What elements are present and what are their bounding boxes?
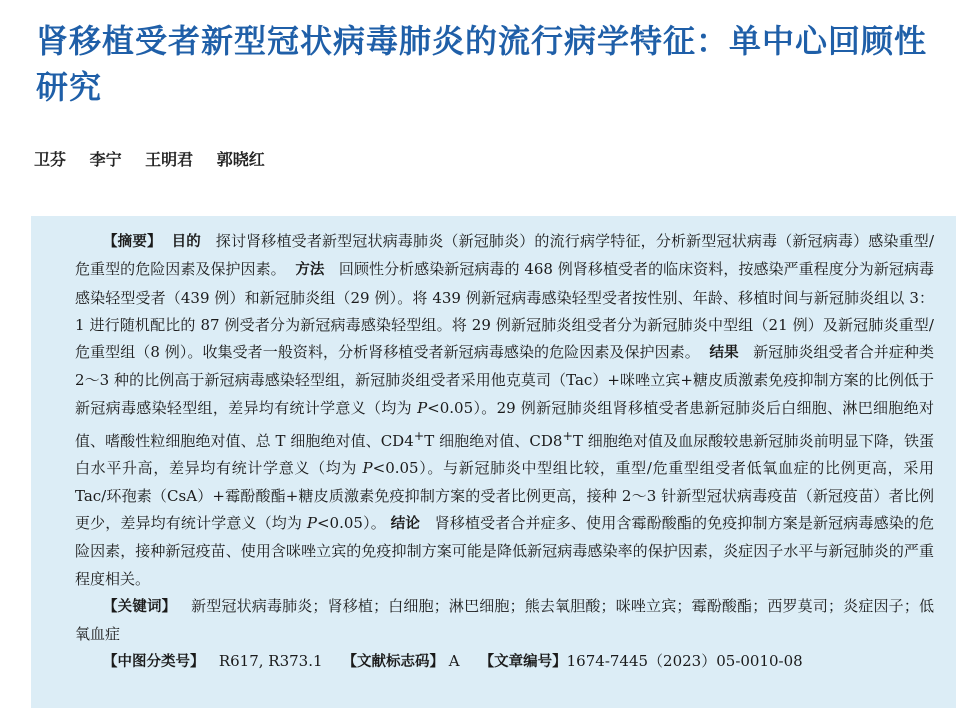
superscript-plus: +: [562, 428, 573, 444]
abstract-paragraph: [75, 228, 934, 593]
results-text-5: ）。与新冠肺炎中型组比较，重型/危重型组受者低氧血症的比例更高，采用 Tac/环孢素（CsA）+霉酚酸酯+糖皮质激素免疫抑制方案的受者比例更高，接种 2～3 针新型冠状病毒疫苗（新冠疫苗）者比例更少，差异均有统计学意义（均为: [75, 459, 934, 532]
methods-label: 方法: [295, 262, 325, 279]
classification-line: [75, 648, 934, 676]
doc-code-value: A: [448, 652, 460, 671]
doc-code-label: 【文献标志码】: [342, 654, 445, 671]
abstract-panel: [31, 216, 956, 708]
conclusion-text: 肾移植受者合并症多、使用含霉酚酸酯的免疫抑制方案是新冠病毒感染的危险因素，接种新冠疫苗、使用含咪唑立宾的免疫抑制方案可能是降低新冠病毒感染率的保护因素，炎症因子水平与新冠肺炎的严重程度相关。: [75, 513, 934, 588]
p-value: <0.05: [427, 398, 474, 417]
p-symbol: P: [362, 459, 373, 478]
keywords-paragraph: [75, 593, 934, 649]
article-title: 肾移植受者新型冠状病毒肺炎的流行病学特征：单中心回顾性研究: [36, 22, 928, 106]
objective-text: 探讨肾移植受者新型冠状病毒肺炎（新冠肺炎）的流行病学特征，分析新型冠状病毒（新冠病毒）感染重型/危重型的危险因素及保护因素。: [75, 232, 935, 279]
article-no-value: 1674-7445（2023）05-0010-08: [566, 652, 803, 671]
clc-label: 【中图分类号】: [103, 654, 205, 671]
results-text-6: ）。: [362, 513, 386, 532]
superscript-plus: +: [413, 428, 425, 444]
p-value: <0.05: [316, 513, 363, 532]
results-text-4: T 细胞绝对值及血尿酸较患新冠肺炎前明显下降，铁蛋白水平升高，差异均有统计学意义（均为: [75, 432, 935, 478]
keywords-label: 【关键词】: [103, 598, 177, 615]
article-no-label: 【文章编号】: [479, 654, 567, 671]
results-text-3: T 细胞绝对值、CD8: [424, 432, 563, 451]
results-text-2: ）。29 例新冠肺炎组肾移植受者患新冠肺炎后白细胞、淋巴细胞绝对值、嗜酸性粒细胞绝对值、总 T 细胞绝对值、CD4: [75, 398, 934, 451]
author-list: 卫芬 李宁 王明君 郭晓红: [34, 150, 265, 169]
methods-text: 回顾性分析感染新冠病毒的 468 例肾移植受者的临床资料，按感染严重程度分为新冠病毒感染轻型受者（439 例）和新冠肺炎组（29 例）。将 439 例新冠病毒感染轻型受者按性别、年龄、移植时间与新冠肺炎组以 3：1 进行随机配比的 87 例受者分为新冠病毒感染轻型组。将 29 例新冠肺炎组受者分为新冠肺炎中型组（21 例）及新冠肺炎重型/危重型组（8 例）。收集受者一般资料，分析肾移植受者新冠病毒感染的危险因素及保护因素。: [75, 260, 934, 362]
objective-label: 目的: [171, 234, 201, 250]
clc-value: R617, R373.1: [218, 652, 323, 671]
results-label: 结果: [709, 345, 739, 362]
p-value: <0.05: [372, 459, 419, 478]
p-symbol: P: [417, 398, 428, 417]
results-text-1: 新冠肺炎组受者合并症种类 2～3 种的比例高于新冠病毒感染轻型组，新冠肺炎组受者采用他克莫司（Tac）+咪唑立宾+糖皮质激素免疫抑制方案的比例低于新冠病毒感染轻型组，差异均有统计学意义（均为: [75, 343, 934, 417]
conclusion-label: 结论: [390, 515, 421, 532]
p-symbol: P: [306, 513, 317, 532]
keywords-text: 新型冠状病毒肺炎；肾移植；白细胞；淋巴细胞；熊去氧胆酸；咪唑立宾；霉酚酸酯；西罗莫司；炎症因子；低氧血症: [75, 596, 934, 644]
abstract-label: 【摘要】: [103, 234, 162, 250]
